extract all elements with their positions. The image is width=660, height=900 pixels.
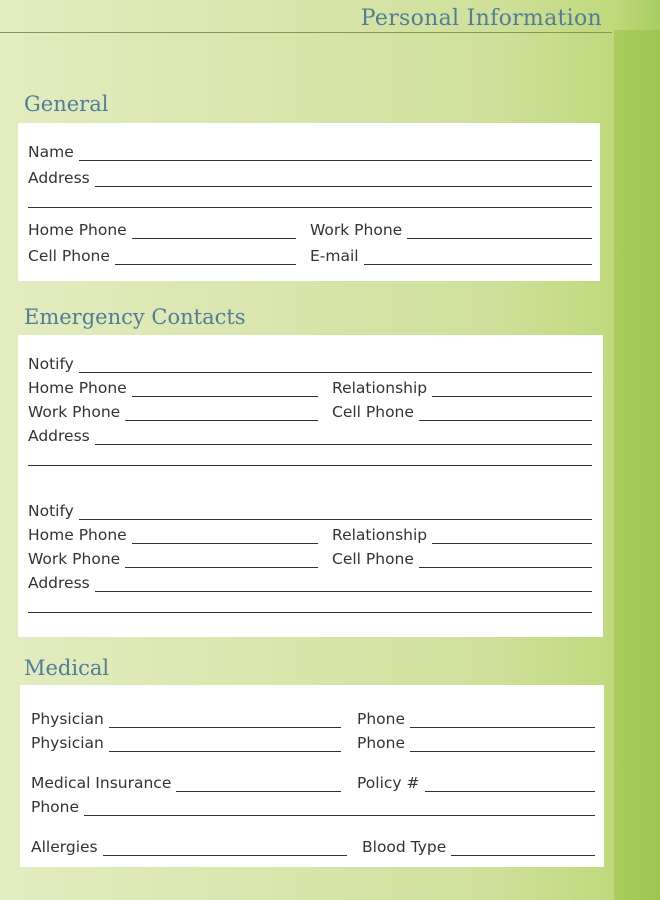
home-phone-line[interactable] (132, 224, 296, 239)
relationship-field[interactable] (332, 524, 592, 544)
address-line[interactable] (95, 172, 592, 187)
general-card (18, 123, 600, 281)
contact-work-phone-label: Work Phone (28, 550, 121, 568)
physician-2-phone-label: Phone (357, 734, 406, 752)
medical-insurance-label: Medical Insurance (31, 774, 172, 792)
name-field[interactable] (28, 141, 592, 161)
contact-cell-phone-field[interactable] (332, 401, 592, 421)
contact-home-phone-field[interactable] (28, 524, 318, 544)
insurance-phone-label: Phone (31, 798, 80, 816)
allergies-label: Allergies (31, 838, 98, 856)
physician-1-line[interactable] (109, 713, 341, 728)
contact-work-phone-field[interactable] (28, 548, 318, 568)
home-phone-field[interactable] (28, 219, 296, 239)
contact-work-phone-line[interactable] (125, 553, 318, 568)
work-phone-label: Work Phone (310, 221, 403, 239)
physician-2-line[interactable] (109, 737, 341, 752)
notify-line[interactable] (79, 505, 592, 520)
contact-address-line-2[interactable] (28, 465, 592, 466)
emergency-card (18, 335, 603, 637)
physician-2-phone-field[interactable] (357, 732, 595, 752)
title-divider (0, 32, 612, 33)
medical-insurance-line[interactable] (176, 777, 341, 792)
notify-label: Notify (28, 502, 74, 520)
contact-cell-phone-label: Cell Phone (332, 550, 414, 568)
contact-cell-phone-line[interactable] (419, 553, 592, 568)
contact-address-label: Address (28, 427, 90, 445)
name-line[interactable] (79, 146, 592, 161)
name-label: Name (28, 143, 74, 161)
medical-heading: Medical (24, 656, 110, 680)
physician-1-phone-label: Phone (357, 710, 406, 728)
contact-work-phone-label: Work Phone (28, 403, 121, 421)
physician-2-field[interactable] (31, 732, 341, 752)
policy-number-line[interactable] (425, 777, 596, 792)
work-phone-line[interactable] (407, 224, 592, 239)
contact-address-field[interactable] (28, 572, 592, 592)
blood-type-line[interactable] (451, 841, 595, 856)
contact-address-field[interactable] (28, 425, 592, 445)
contact-home-phone-field[interactable] (28, 377, 318, 397)
policy-number-label: Policy # (357, 774, 420, 792)
insurance-phone-field[interactable] (31, 796, 595, 816)
physician-1-phone-field[interactable] (357, 708, 595, 728)
blood-type-label: Blood Type (362, 838, 447, 856)
contact-cell-phone-label: Cell Phone (332, 403, 414, 421)
contact-work-phone-field[interactable] (28, 401, 318, 421)
notify-line[interactable] (79, 358, 592, 373)
address-label: Address (28, 169, 90, 187)
contact-address-label: Address (28, 574, 90, 592)
physician-1-phone-line[interactable] (410, 713, 595, 728)
insurance-phone-line[interactable] (84, 801, 595, 816)
relationship-label: Relationship (332, 379, 428, 397)
address-field[interactable] (28, 167, 592, 187)
contact-home-phone-line[interactable] (132, 382, 318, 397)
notify-field[interactable] (28, 353, 592, 373)
allergies-field[interactable] (31, 836, 347, 856)
relationship-field[interactable] (332, 377, 592, 397)
notify-label: Notify (28, 355, 74, 373)
contact-home-phone-label: Home Phone (28, 379, 127, 397)
decorative-side-strip (614, 30, 660, 900)
medical-insurance-field[interactable] (31, 772, 341, 792)
page-title: Personal Information (360, 6, 602, 31)
relationship-line[interactable] (432, 382, 592, 397)
emergency-heading: Emergency Contacts (24, 305, 246, 329)
allergies-line[interactable] (103, 841, 347, 856)
cell-phone-field[interactable] (28, 245, 296, 265)
general-heading: General (24, 92, 109, 116)
cell-phone-line[interactable] (115, 250, 296, 265)
contact-address-line-2[interactable] (28, 612, 592, 613)
home-phone-label: Home Phone (28, 221, 127, 239)
contact-address-line[interactable] (95, 577, 592, 592)
blood-type-field[interactable] (362, 836, 595, 856)
relationship-label: Relationship (332, 526, 428, 544)
contact-cell-phone-line[interactable] (419, 406, 592, 421)
cell-phone-label: Cell Phone (28, 247, 110, 265)
policy-number-field[interactable] (357, 772, 595, 792)
email-line[interactable] (364, 250, 592, 265)
contact-work-phone-line[interactable] (125, 406, 318, 421)
contact-address-line[interactable] (95, 430, 592, 445)
physician-1-label: Physician (31, 710, 104, 728)
physician-2-phone-line[interactable] (410, 737, 595, 752)
physician-1-field[interactable] (31, 708, 341, 728)
contact-home-phone-line[interactable] (132, 529, 318, 544)
contact-cell-phone-field[interactable] (332, 548, 592, 568)
email-field[interactable] (310, 245, 592, 265)
notify-field[interactable] (28, 500, 592, 520)
relationship-line[interactable] (432, 529, 592, 544)
work-phone-field[interactable] (310, 219, 592, 239)
medical-card (20, 685, 604, 867)
address-line-2[interactable] (28, 207, 592, 208)
email-label: E-mail (310, 247, 359, 265)
contact-home-phone-label: Home Phone (28, 526, 127, 544)
physician-2-label: Physician (31, 734, 104, 752)
